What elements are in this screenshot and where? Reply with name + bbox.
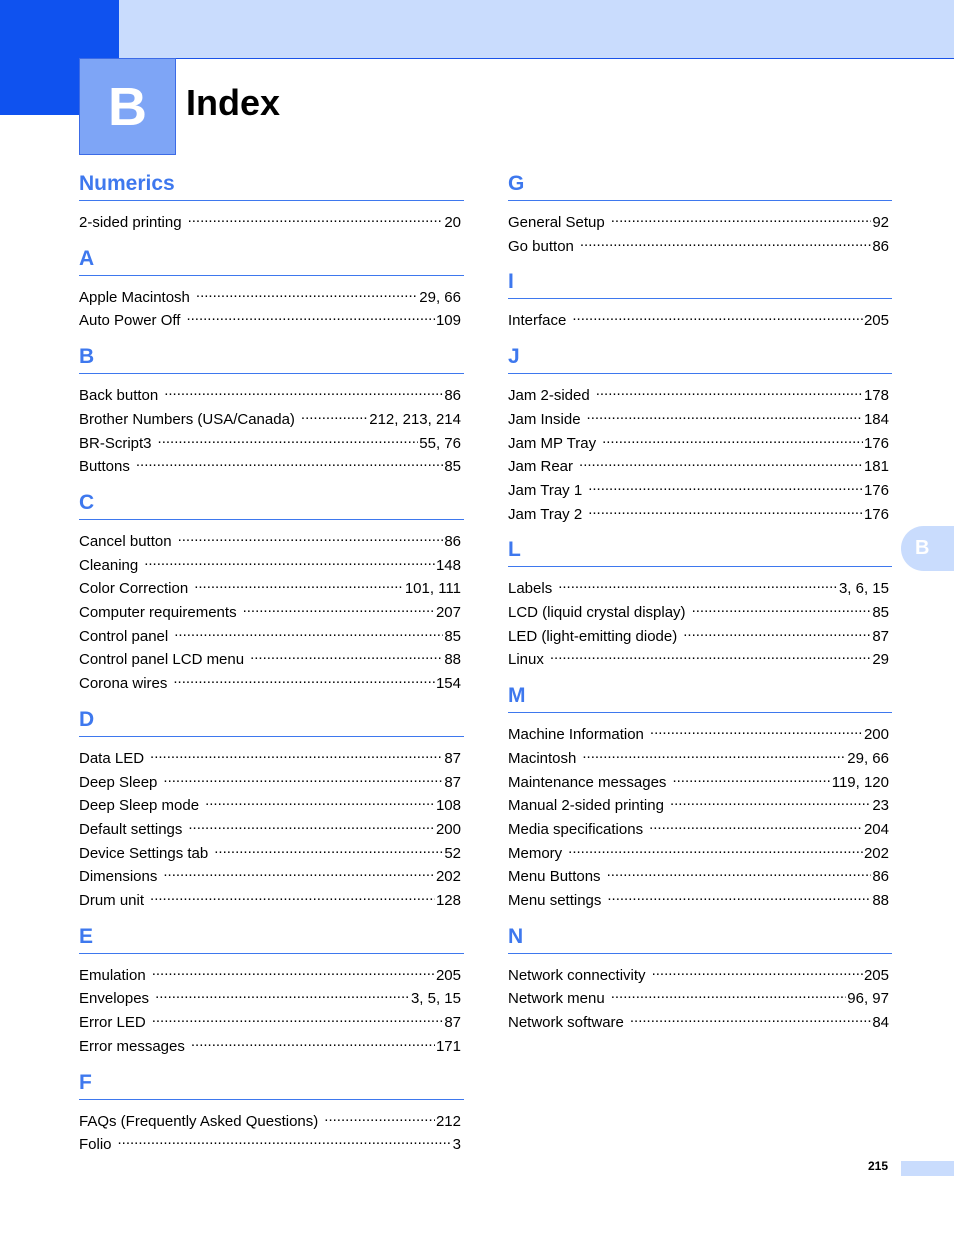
entry-pages[interactable]: 148 (435, 556, 461, 574)
entry-term: Jam Inside (508, 410, 581, 428)
index-column-left (79, 168, 464, 1165)
index-entry[interactable] (79, 1033, 464, 1057)
dot-leader (188, 209, 444, 227)
dot-leader (630, 1009, 871, 1027)
index-entry[interactable] (79, 284, 464, 308)
index-entry[interactable] (508, 646, 892, 670)
index-entry[interactable] (508, 623, 892, 647)
dot-leader (150, 887, 435, 905)
section-heading: A (79, 243, 464, 276)
dot-leader (243, 599, 435, 617)
index-entry[interactable] (508, 599, 892, 623)
entry-term: Memory (508, 844, 563, 862)
index-entry[interactable] (79, 552, 464, 576)
dot-leader (596, 382, 863, 400)
entry-pages[interactable]: 88 (444, 651, 461, 669)
dot-leader (186, 307, 435, 325)
section-heading: M (508, 680, 892, 713)
entry-term: Error messages (79, 1037, 185, 1055)
index-entry[interactable] (79, 1131, 464, 1155)
index-section (79, 487, 464, 694)
dot-leader (672, 769, 830, 787)
dot-leader (152, 962, 435, 980)
index-entry[interactable] (508, 769, 892, 793)
index-entry[interactable] (508, 863, 892, 887)
index-entry[interactable] (508, 745, 892, 769)
entry-term: Media specifications (508, 820, 644, 838)
dot-leader (587, 406, 863, 424)
entry-pages[interactable]: 200 (435, 820, 461, 838)
dot-leader (611, 209, 872, 227)
section-heading: D (79, 704, 464, 737)
index-entry[interactable] (79, 670, 464, 694)
entry-pages[interactable]: 29, 66 (847, 749, 889, 767)
index-entry[interactable] (508, 307, 892, 331)
entry-term: Jam MP Tray (508, 434, 597, 452)
dot-leader (650, 721, 863, 739)
entry-term: Linux (508, 651, 544, 669)
entry-term: Computer requirements (79, 604, 237, 622)
entry-term: Jam Tray 2 (508, 505, 583, 523)
entry-pages[interactable]: 87 (444, 1014, 461, 1032)
entry-pages[interactable]: 29 (872, 651, 889, 669)
entry-pages[interactable]: 55, 76 (419, 434, 461, 452)
index-section (79, 704, 464, 911)
dot-leader (611, 985, 847, 1003)
dot-leader (579, 453, 863, 471)
entry-pages[interactable]: 101, 111 (404, 580, 461, 598)
dot-leader (652, 962, 863, 980)
entry-pages[interactable]: 3 (452, 1136, 461, 1154)
index-entry[interactable] (79, 863, 464, 887)
index-entry[interactable] (79, 962, 464, 986)
section-heading: L (508, 534, 892, 567)
entry-pages[interactable]: 207 (435, 604, 461, 622)
entry-term: Jam Rear (508, 458, 574, 476)
index-entry[interactable] (508, 430, 892, 454)
dot-leader (582, 745, 846, 763)
dot-leader (568, 840, 863, 858)
entry-term: Error LED (79, 1014, 146, 1032)
index-entry[interactable] (508, 792, 892, 816)
entry-pages[interactable]: 85 (444, 458, 461, 476)
entry-pages[interactable]: 154 (435, 675, 461, 693)
index-section (508, 921, 892, 1033)
index-entry[interactable] (79, 745, 464, 769)
entry-term: Color Correction (79, 580, 189, 598)
entry-term: Network connectivity (508, 966, 646, 984)
dot-leader (683, 623, 871, 641)
dot-leader (602, 430, 863, 448)
entry-pages[interactable]: 184 (863, 410, 889, 428)
entry-term: Envelopes (79, 990, 150, 1008)
index-section (79, 168, 464, 233)
index-section (79, 341, 464, 477)
dot-leader (173, 670, 435, 688)
index-entry[interactable] (508, 453, 892, 477)
index-entry[interactable] (508, 209, 892, 233)
entry-term: Brother Numbers (USA/Canada) (79, 410, 295, 428)
entry-term: Deep Sleep (79, 773, 158, 791)
entry-pages[interactable]: 176 (863, 505, 889, 523)
index-section (79, 243, 464, 331)
section-heading: C (79, 487, 464, 520)
index-entry[interactable] (508, 721, 892, 745)
index-section (79, 921, 464, 1057)
dot-leader (572, 307, 863, 325)
index-entry[interactable] (79, 430, 464, 454)
dot-leader (670, 792, 871, 810)
entry-pages[interactable]: 212, 213, 214 (369, 410, 461, 428)
dot-leader (558, 575, 838, 593)
entry-pages[interactable]: 29, 66 (419, 288, 461, 306)
entry-term: LED (light-emitting diode) (508, 627, 678, 645)
entry-pages[interactable]: 84 (872, 1014, 889, 1032)
dot-leader (301, 406, 368, 424)
index-entry[interactable] (79, 307, 464, 331)
dot-leader (152, 1009, 444, 1027)
index-entry[interactable] (79, 382, 464, 406)
entry-pages[interactable]: 178 (863, 387, 889, 405)
entry-term: Interface (508, 312, 567, 330)
index-entry[interactable] (508, 233, 892, 257)
section-heading: E (79, 921, 464, 954)
index-entry[interactable] (79, 985, 464, 1009)
entry-pages[interactable]: 85 (444, 627, 461, 645)
entry-pages[interactable]: 200 (863, 726, 889, 744)
index-entry[interactable] (79, 453, 464, 477)
entry-pages[interactable]: 176 (863, 434, 889, 452)
index-entry[interactable] (508, 1009, 892, 1033)
index-section (508, 266, 892, 331)
index-entry[interactable] (79, 887, 464, 911)
entry-term: BR-Script3 (79, 434, 152, 452)
dot-leader (324, 1108, 435, 1126)
dot-leader (550, 646, 871, 664)
index-entry[interactable] (79, 406, 464, 430)
entry-term: Data LED (79, 749, 145, 767)
dot-leader (205, 792, 435, 810)
entry-pages[interactable]: 92 (872, 214, 889, 231)
index-section (508, 168, 892, 256)
entry-term: Menu Buttons (508, 868, 601, 886)
index-entry[interactable] (79, 599, 464, 623)
dot-leader (196, 284, 418, 302)
entry-term: Buttons (79, 458, 130, 476)
entry-pages[interactable]: 86 (872, 868, 889, 886)
section-heading: G (508, 168, 892, 201)
index-entry[interactable] (508, 816, 892, 840)
index-entry[interactable] (79, 816, 464, 840)
index-entry[interactable] (79, 623, 464, 647)
entry-pages[interactable]: 205 (863, 966, 889, 984)
entry-term: Manual 2-sided printing (508, 797, 664, 815)
index-entry[interactable] (508, 477, 892, 501)
dot-leader (155, 985, 410, 1003)
dot-leader (188, 816, 435, 834)
entry-pages[interactable]: 171 (435, 1037, 461, 1055)
chapter-side-tab[interactable]: B (901, 526, 954, 571)
entry-term: Machine Information (508, 726, 644, 744)
entry-term: Jam Tray 1 (508, 481, 583, 499)
entry-pages[interactable]: 128 (435, 892, 461, 910)
entry-term: LCD (liquid crystal display) (508, 604, 686, 622)
entry-term: Folio (79, 1136, 112, 1154)
dot-leader (150, 745, 443, 763)
dot-leader (649, 816, 863, 834)
entry-pages[interactable]: 87 (444, 773, 461, 791)
entry-term: Network software (508, 1014, 624, 1032)
dot-leader (692, 599, 872, 617)
entry-pages[interactable]: 23 (872, 797, 889, 815)
entry-pages[interactable]: 87 (444, 749, 461, 767)
entry-term: Jam 2-sided (508, 387, 590, 405)
dot-leader (163, 769, 443, 787)
index-section (508, 341, 892, 524)
index-entry[interactable] (79, 528, 464, 552)
entry-pages[interactable]: 202 (435, 868, 461, 886)
dot-leader (136, 453, 443, 471)
entry-term: FAQs (Frequently Asked Questions) (79, 1112, 319, 1130)
dot-leader (580, 233, 871, 251)
index-entry[interactable] (79, 209, 464, 233)
entry-pages[interactable]: 87 (872, 627, 889, 645)
entry-term: Maintenance messages (508, 773, 667, 791)
entry-term: Network menu (508, 990, 605, 1008)
index-entry[interactable] (79, 646, 464, 670)
index-entry[interactable] (79, 575, 464, 599)
dot-leader (214, 840, 443, 858)
dot-leader (158, 430, 419, 448)
entry-term: Control panel (79, 627, 169, 645)
index-entry[interactable] (79, 1009, 464, 1033)
entry-pages[interactable]: 205 (435, 966, 461, 984)
entry-pages[interactable]: 20 (444, 214, 461, 231)
entry-pages[interactable]: 109 (435, 312, 461, 330)
entry-pages[interactable]: 108 (435, 797, 461, 815)
entry-pages[interactable]: 52 (444, 844, 461, 862)
dot-leader (178, 528, 444, 546)
index-section (508, 534, 892, 670)
entry-term: Labels (508, 580, 553, 598)
entry-pages[interactable]: 86 (872, 237, 889, 255)
entry-term: Macintosh (508, 749, 577, 767)
entry-term: Drum unit (79, 892, 145, 910)
section-heading: F (79, 1067, 464, 1100)
entry-pages[interactable]: 85 (872, 604, 889, 622)
section-heading: Numerics (79, 168, 464, 201)
index-entry[interactable] (508, 406, 892, 430)
entry-pages[interactable]: 176 (863, 481, 889, 499)
header-band (0, 0, 954, 59)
entry-pages[interactable]: 204 (863, 820, 889, 838)
section-heading: B (79, 341, 464, 374)
entry-pages[interactable]: 3, 5, 15 (410, 990, 461, 1008)
index-entry[interactable] (79, 1108, 464, 1132)
entry-term: Corona wires (79, 675, 168, 693)
entry-term: Auto Power Off (79, 312, 181, 330)
entry-term: Back button (79, 387, 159, 405)
index-section (508, 680, 892, 911)
index-entry[interactable] (508, 501, 892, 525)
dot-leader (607, 863, 872, 881)
section-heading: N (508, 921, 892, 954)
entry-pages[interactable]: 202 (863, 844, 889, 862)
entry-pages[interactable]: 205 (863, 312, 889, 330)
section-heading: J (508, 341, 892, 374)
page-title: Index (186, 82, 281, 123)
entry-term: Go button (508, 237, 574, 255)
index-entry[interactable] (79, 769, 464, 793)
dot-leader (588, 477, 863, 495)
page-number: 215 (868, 1159, 889, 1173)
index-entry[interactable] (79, 792, 464, 816)
entry-term: Control panel LCD menu (79, 651, 245, 669)
index-entry[interactable] (508, 840, 892, 864)
entry-term: Cancel button (79, 532, 172, 550)
entry-pages[interactable]: 119, 120 (831, 773, 889, 791)
entry-term: Emulation (79, 966, 146, 984)
entry-term: Menu settings (508, 892, 602, 910)
dot-leader (250, 646, 443, 664)
entry-term: Deep Sleep mode (79, 797, 200, 815)
index-column-right (508, 168, 892, 1043)
entry-term: General Setup (508, 214, 605, 231)
index-entry[interactable] (508, 985, 892, 1009)
entry-pages[interactable]: 181 (863, 458, 889, 476)
entry-term: Default settings (79, 820, 183, 838)
entry-term: Device Settings tab (79, 844, 209, 862)
entry-pages[interactable]: 96, 97 (847, 990, 889, 1008)
dot-leader (588, 501, 863, 519)
dot-leader (194, 575, 404, 593)
entry-term: Apple Macintosh (79, 288, 190, 306)
chapter-letter-box: B (79, 58, 176, 155)
index-section (79, 1067, 464, 1155)
dot-leader (144, 552, 435, 570)
entry-pages[interactable]: 212 (435, 1112, 461, 1130)
dot-leader (164, 382, 443, 400)
dot-leader (607, 887, 871, 905)
dot-leader (191, 1033, 435, 1051)
index-entry[interactable] (508, 887, 892, 911)
entry-term: Cleaning (79, 556, 139, 574)
dot-leader (163, 863, 435, 881)
index-entry[interactable] (508, 575, 892, 599)
dot-leader (118, 1131, 452, 1149)
entry-pages[interactable]: 3, 6, 15 (838, 580, 889, 598)
dot-leader (174, 623, 443, 641)
entry-term: 2-sided printing (79, 214, 182, 231)
entry-term: Dimensions (79, 868, 158, 886)
index-entry[interactable] (508, 962, 892, 986)
index-entry[interactable] (508, 382, 892, 406)
entry-pages[interactable]: 88 (872, 892, 889, 910)
entry-pages[interactable]: 86 (444, 387, 461, 405)
section-heading: I (508, 266, 892, 299)
page-number-bar (901, 1161, 954, 1176)
index-entry[interactable] (79, 840, 464, 864)
entry-pages[interactable]: 86 (444, 532, 461, 550)
